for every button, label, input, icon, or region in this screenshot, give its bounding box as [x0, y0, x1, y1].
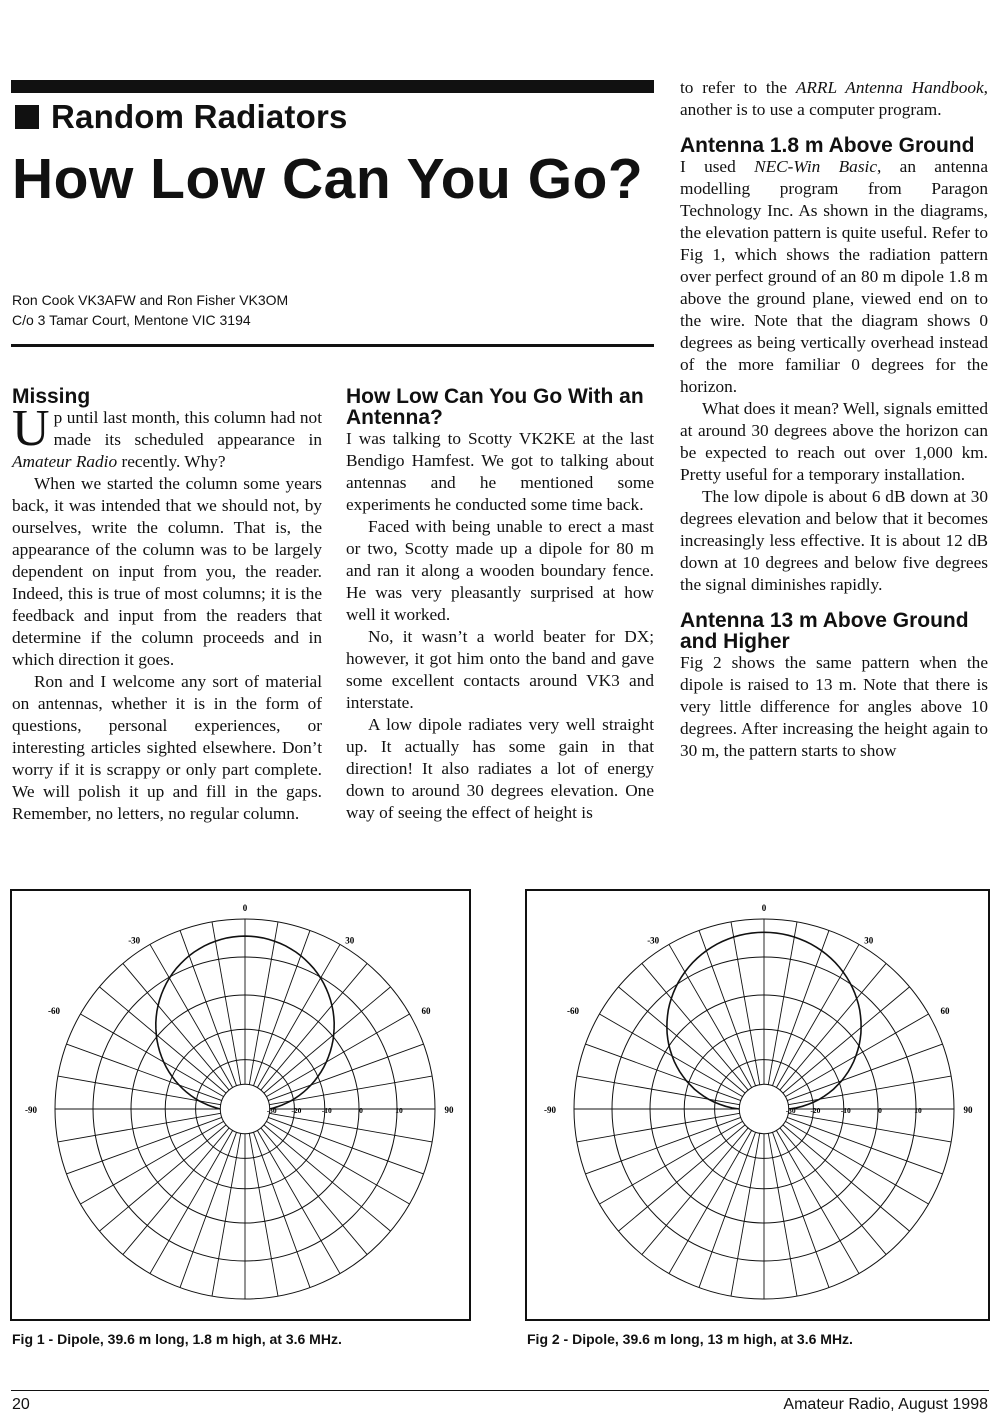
grid-spoke [261, 1128, 367, 1255]
column-2 [346, 386, 654, 824]
paragraph: What does it mean? Well, signals emitted at around 30 degrees above the horizon can be expected to reach out over 1,000 km. Pretty useful for a temporary installation. [680, 399, 988, 484]
angle-label: -90 [25, 1105, 37, 1115]
grid-spoke [180, 930, 237, 1085]
grid-spoke [268, 1117, 423, 1174]
heading-antenna-1-8m: Antenna 1.8 m Above Ground [680, 134, 975, 157]
grid-spoke [788, 1076, 951, 1105]
figure-2-polar-plot [525, 889, 990, 1321]
polar-grid [55, 919, 435, 1299]
grid-spoke [264, 1125, 391, 1231]
grid-spoke [99, 987, 226, 1093]
grid-spoke [780, 963, 886, 1090]
column-3 [680, 77, 988, 762]
book-title: ARRL Antenna Handbook [795, 78, 984, 97]
grid-spoke [66, 1044, 221, 1101]
grid-spoke [249, 1133, 278, 1296]
grid-spoke [642, 963, 748, 1090]
polar-plot-1 [12, 891, 469, 1319]
author-names: Ron Cook VK3AFW and Ron Fisher VK3OM [12, 292, 289, 308]
grid-spoke [577, 1076, 740, 1105]
grid-spoke [731, 922, 760, 1085]
grid-spoke [776, 1130, 859, 1273]
grid-spoke [783, 1125, 910, 1231]
angle-label: -30 [647, 935, 660, 946]
ring-label: 0 [878, 1106, 882, 1115]
paragraph: I was talking to Scotty VK2KE at the last Bendigo Hamfest. We got to talking about antennas and he mentioned some experiments he conducted some time back. [346, 429, 654, 514]
section-label: Random Radiators [51, 98, 348, 135]
text: I used [680, 157, 755, 176]
grid-spoke [257, 1130, 340, 1273]
grid-spoke [785, 1014, 928, 1097]
text: , another is to use a computer program. [680, 78, 988, 119]
grid-spoke [266, 1014, 409, 1097]
publication-footer: Amateur Radio, August 1998 [783, 1396, 988, 1413]
paragraph: When we started the column some years back, it was intended that we should not, by ourselves, write the column. That is, the appearance of the column was to be largely dependent on input from you, the reader. Indeed, this is true of most columns; it is the feedback and input from the readers that determine if the column proceeds and in which direction it goes. [12, 474, 322, 669]
grid-spoke [80, 1014, 223, 1097]
text: p until last month, this column had not made its scheduled appearance in [53, 408, 322, 449]
grid-spoke [783, 987, 910, 1093]
grid-spoke [577, 1113, 740, 1142]
page-number: 20 [12, 1396, 30, 1413]
grid-spoke [699, 1132, 756, 1287]
paragraph [680, 77, 988, 121]
grid-spoke [768, 922, 797, 1085]
grid-spoke [772, 930, 829, 1085]
section-square-icon [15, 105, 39, 129]
grid-spoke [787, 1117, 942, 1174]
footer-rule [11, 1390, 989, 1391]
column-1 [12, 386, 322, 825]
grid-ring [739, 1084, 788, 1133]
grid-spoke [642, 1128, 748, 1255]
grid-spoke [787, 1044, 942, 1101]
heading-how-low: How Low Can You Go With an Antenna? [346, 385, 644, 429]
grid-spoke [266, 1121, 409, 1204]
grid-spoke [699, 930, 756, 1085]
angle-label: 60 [940, 1006, 950, 1016]
ring-label: -10 [840, 1106, 851, 1115]
grid-spoke [269, 1113, 432, 1142]
angle-label: 90 [444, 1105, 454, 1115]
grid-spoke [80, 1121, 223, 1204]
text: , an antenna modelling program from Paragon Technology Inc. As shown in the diagrams, the elevation pattern is quite useful. Refer to Fig 1, which shows the radiation pattern over perfect ground of an 80 m dipole 1.8 m above the ground plane, viewed end on to the wire. Note that the diagram shows 0 degrees as being vertically overhead instead of the more familiar 0 degrees for the horizon. [680, 157, 988, 396]
software-name: NEC-Win Basic [754, 157, 878, 176]
grid-spoke [150, 944, 233, 1087]
paragraph [680, 156, 988, 398]
paragraph [12, 400, 322, 473]
author-address: C/o 3 Tamar Court, Mentone VIC 3194 [12, 312, 251, 328]
grid-spoke [776, 944, 859, 1087]
angle-label: 60 [421, 1006, 431, 1016]
grid-spoke [123, 1128, 229, 1255]
heading-antenna-13m: Antenna 13 m Above Ground and Higher [680, 609, 969, 653]
grid-spoke [180, 1132, 237, 1287]
grid-spoke [599, 1121, 742, 1204]
grid-spoke [58, 1113, 221, 1142]
paragraph: Fig 2 shows the same pattern when the dipole is raised to 13 m. Note that there is very little difference for angles above 10 degrees. After increasing the height again to 30 m, the pattern starts to show [680, 653, 988, 760]
grid-ring [220, 1084, 269, 1133]
ring-label: -20 [291, 1106, 302, 1115]
grid-spoke [268, 1044, 423, 1101]
grid-spoke [253, 930, 310, 1085]
grid-spoke [99, 1125, 226, 1231]
paragraph: Faced with being unable to erect a mast or two, Scotty made up a dipole for 80 m and ran it along a wooden boundary fence. He was very pleasantly surprised at how well it worked. [346, 517, 654, 624]
angle-label: -90 [544, 1105, 556, 1115]
grid-spoke [269, 1076, 432, 1105]
figure-1-caption: Fig 1 - Dipole, 39.6 m long, 1.8 m high, at 3.6 MHz. [12, 1331, 342, 1347]
angle-label: -30 [128, 935, 141, 946]
angle-label: 30 [345, 935, 355, 946]
grid-spoke [585, 1117, 740, 1174]
angle-label: -60 [567, 1006, 579, 1016]
grid-spoke [669, 944, 752, 1087]
grid-spoke [249, 922, 278, 1085]
grid-spoke [780, 1128, 886, 1255]
figure-2-caption: Fig 2 - Dipole, 39.6 m long, 13 m high, at 3.6 MHz. [527, 1331, 853, 1347]
paragraph: No, it wasn’t a world beater for DX; however, it got him onto the band and gave some excellent contacts around VK3 and interstate. [346, 627, 654, 712]
text: to refer to the [680, 78, 796, 97]
angle-label: 0 [761, 903, 767, 913]
heading-missing: Missing [12, 385, 91, 408]
ring-label: -30 [785, 1106, 796, 1115]
angle-label: 90 [963, 1105, 973, 1115]
grid-spoke [772, 1132, 829, 1287]
text: recently. Why? [117, 452, 226, 471]
grid-spoke [788, 1113, 951, 1142]
grid-spoke [212, 1133, 241, 1296]
grid-spoke [261, 963, 367, 1090]
angle-label: 0 [242, 903, 248, 913]
polar-grid [574, 919, 954, 1299]
angle-label: -60 [48, 1006, 60, 1016]
grid-spoke [212, 922, 241, 1085]
byline-rule [11, 344, 654, 347]
angle-label: 30 [864, 935, 874, 946]
paragraph: A low dipole radiates very well straight up. It actually has some gain in that direction! It also radiates a lot of energy down to around 30 degrees elevation. One way of seeing the effect of height is [346, 715, 654, 822]
ring-label: -10 [321, 1106, 332, 1115]
grid-spoke [599, 1014, 742, 1097]
grid-spoke [669, 1130, 752, 1273]
grid-spoke [618, 987, 745, 1093]
paragraph: Ron and I welcome any sort of material on antennas, whether it is in the form of questions, personal experiences, or interesting articles sighted elsewhere. Don’t worry if it is scrappy or only part complete. We will polish it up and fill in the gaps. Remember, no letters, no regular column. [12, 672, 322, 823]
dropcap: U [12, 400, 50, 457]
grid-spoke [264, 987, 391, 1093]
grid-spoke [768, 1133, 797, 1296]
publication-name: Amateur Radio [12, 452, 118, 471]
ring-label: -30 [266, 1106, 277, 1115]
grid-spoke [585, 1044, 740, 1101]
grid-spoke [731, 1133, 760, 1296]
grid-spoke [58, 1076, 221, 1105]
grid-spoke [66, 1117, 221, 1174]
ring-label: -20 [810, 1106, 821, 1115]
grid-spoke [257, 944, 340, 1087]
ring-label: 10 [395, 1106, 403, 1115]
article-title: How Low Can You Go? [12, 147, 644, 211]
section-heading [15, 98, 348, 136]
figure-1-polar-plot [10, 889, 471, 1321]
ring-label: 0 [359, 1106, 363, 1115]
paragraph: The low dipole is about 6 dB down at 30 degrees elevation and below that it becomes increasingly less effective. It is about 12 dB down at 10 degrees and below five degrees the signal diminishes rapidly. [680, 487, 988, 594]
grid-spoke [150, 1130, 233, 1273]
author-byline [12, 290, 288, 330]
grid-spoke [785, 1121, 928, 1204]
grid-spoke [123, 963, 229, 1090]
grid-spoke [253, 1132, 310, 1287]
header-rule [11, 80, 654, 93]
ring-label: 10 [914, 1106, 922, 1115]
polar-plot-2 [527, 891, 988, 1319]
grid-spoke [618, 1125, 745, 1231]
